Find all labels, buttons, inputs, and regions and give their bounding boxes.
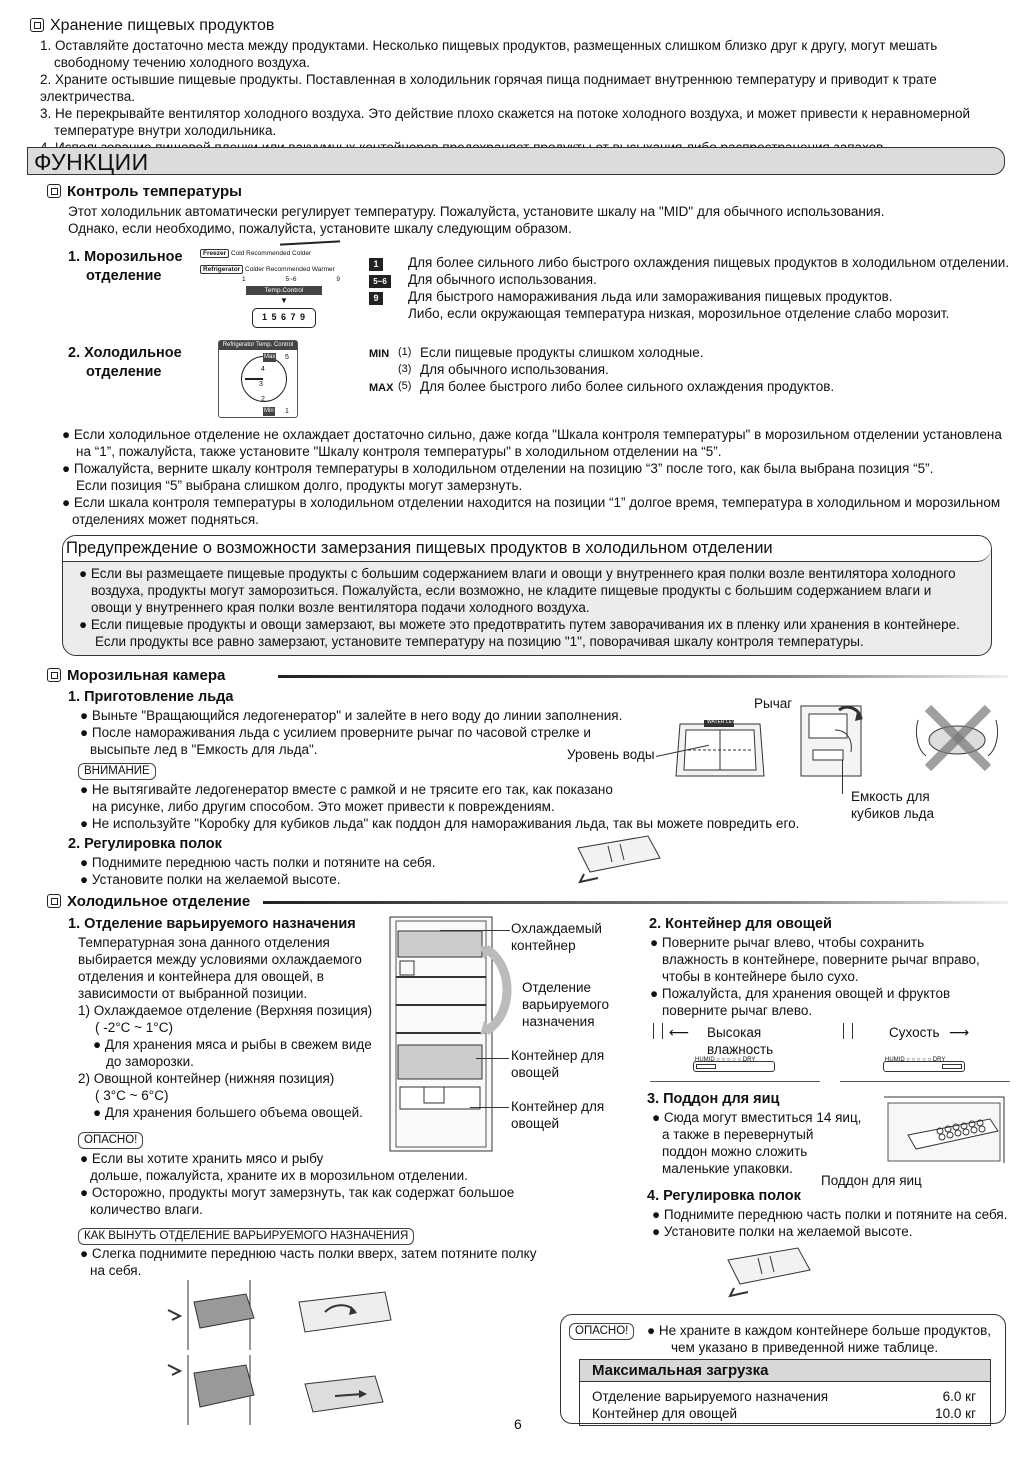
fig-label-line: овощей (511, 1116, 560, 1131)
row-text: Если пищевые продукты слишком холодные. (420, 345, 704, 360)
fridge-rows (369, 344, 969, 395)
dial-num: 1 (285, 408, 289, 415)
max-load-title: Максимальная загрузка (580, 1360, 991, 1382)
danger-badge: ОПАСНО! (569, 1323, 634, 1340)
freezer-cam-title: Морозильная камера (67, 667, 226, 684)
fridge-dial-figure (218, 340, 298, 418)
removal-figure-3 (160, 1355, 260, 1425)
key-badge: 9 (369, 292, 383, 305)
danger-lines (80, 1150, 560, 1218)
var-lines (78, 934, 388, 1121)
var-line: зависимости от выбранной позиции. (78, 986, 308, 1001)
freezer-label-line: отделение (86, 268, 162, 284)
dial-text: Recommended (266, 266, 311, 273)
freezer-shelf-figure (568, 828, 664, 888)
fridge-heading (47, 893, 250, 910)
fig-label-line: овощей (511, 1065, 560, 1080)
warning-body (63, 562, 991, 650)
var-line: отделения и контейнера для овощей, в (78, 969, 324, 984)
dial-max: Max (264, 354, 276, 360)
pointer-down-icon: ▼ (280, 296, 288, 305)
caution-badge: ВНИМАНИЕ (78, 763, 156, 780)
caution-line: ● Не используйте "Коробку для кубиков льда" как поддон для намораживания льда, так вы можете повредить его. (80, 816, 800, 831)
section-rule (278, 675, 1008, 678)
bullet-line: отделениях может подняться. (72, 512, 259, 527)
freezer-row (369, 271, 1014, 288)
ice-tray-illustration (672, 716, 768, 786)
row-num: (1) (398, 346, 412, 358)
fridge-label-line: отделение (86, 364, 162, 380)
caution-label (78, 761, 156, 780)
ice-line: ● Выньте "Вращающийся ледогенератор" и залейте в него воду до линии заполнения. (80, 708, 623, 723)
max-load-box (560, 1314, 1006, 1424)
storage-heading (30, 17, 274, 34)
list-item: 1. Оставляйте достаточно места между продуктами. Несколько пищевых продуктов, размещенных слишком близко друг к другу, могут мешать (40, 38, 938, 53)
leader-line (470, 1107, 509, 1108)
fig-label-line: назначения (522, 1014, 595, 1029)
howto-lines (80, 1245, 550, 1279)
key-badge: 1 (369, 258, 383, 271)
veg-line: чтобы в контейнере было сухо. (662, 969, 859, 984)
storage-title: Хранение пищевых продуктов (50, 17, 275, 34)
table-cell: 10.0 кг (935, 1406, 976, 1421)
dial-row-3 (242, 275, 340, 284)
dial-num: 4 (261, 366, 265, 373)
fig-label-line: Контейнер для (511, 1048, 605, 1063)
freezer-shelf-title: 2. Регулировка полок (68, 836, 222, 852)
dial-text: Recommended (246, 250, 291, 257)
fig-label-line: Отделение (522, 980, 592, 995)
dial-min: Min (264, 408, 274, 414)
table-cell: 6.0 кг (942, 1389, 976, 1404)
fridge-shelf-figure (718, 1240, 814, 1300)
fridge-row (369, 344, 969, 361)
dial-num: 3 (259, 381, 263, 388)
howto-line: на себя. (90, 1263, 142, 1278)
veg-line: ● Пожалуйста, для хранения овощей и фруктов (650, 986, 951, 1001)
ice-box-line: кубиков льда (851, 806, 935, 821)
row-mark: MIN (369, 348, 390, 360)
storage-section (30, 17, 274, 34)
howto-line: ● Слегка поднимите переднюю часть полки вверх, затем потяните полку (80, 1246, 537, 1261)
freeze-warning-box (62, 535, 992, 656)
lever-illustration (795, 700, 873, 780)
arrow-left-icon: ⟵ (669, 1024, 690, 1040)
danger-line: количество влаги. (90, 1202, 203, 1217)
danger-label (78, 1130, 143, 1149)
row-num: (3) (398, 363, 412, 375)
var-line: ( 3°C ~ 6°C) (95, 1088, 169, 1103)
slider-handle (942, 1064, 962, 1069)
dial-tag: Freezer (200, 249, 229, 258)
bullet-line: Если позиция “5” выбрана слишком долго, продукты могут замерзнуть. (76, 478, 523, 493)
dial-text: Cold (230, 250, 245, 257)
dial-tag: Refrigerator (200, 265, 243, 274)
veg-lines (650, 934, 1020, 1019)
egg-line: поддон можно сложить (662, 1144, 808, 1159)
list-item: свободному течению холодного воздуха. (54, 55, 311, 70)
veg-line: ● Поверните рычаг влево, чтобы сохранить (650, 935, 925, 950)
arrow-right-icon: ⟶ (949, 1024, 970, 1040)
ice-box-label (851, 788, 934, 822)
freezer-shelf-lines (80, 854, 435, 888)
caution-lines (80, 781, 820, 832)
leader-line (842, 760, 843, 794)
lever-label: Рычаг (754, 696, 793, 711)
slider-handle (696, 1064, 716, 1069)
egg-line: маленькие упаковки. (662, 1161, 793, 1176)
egg-line: а также в перевернутый (662, 1127, 814, 1142)
leader-line (440, 930, 510, 931)
dial-text: 5~6 (285, 276, 297, 283)
dial-row-1 (200, 249, 311, 258)
fridge-shelf-lines (652, 1206, 1007, 1240)
egg-title: 3. Поддон для яиц (647, 1091, 780, 1107)
shelf-line: ● Поднимите переднюю часть полки и потяните на себя. (80, 855, 436, 870)
howto-badge: КАК ВЫНУТЬ ОТДЕЛЕНИЕ ВАРЬИРУЕМОГО НАЗНАЧЕНИЯ (78, 1228, 414, 1245)
warning-line: ● Если пищевые продукты и овощи замерзают, вы можете это предотвратить путем заворачивания их в пленку или хранения в контейнере. (79, 617, 960, 632)
checkbox-icon (47, 668, 61, 682)
lever-figure (795, 700, 873, 780)
var-line: ● Для хранения мяса и рыбы в свежем виде (93, 1037, 372, 1052)
max-load-note: чем указано в приведенной ниже таблице. (671, 1340, 939, 1355)
var-line: Температурная зона данного отделения (78, 935, 330, 950)
egg-tray-label: Поддон для яиц (821, 1173, 922, 1188)
fridge-label (68, 344, 182, 382)
freezer-row (369, 254, 1014, 271)
dial-digits: 1 5 6 7 9 (252, 308, 316, 328)
var-line: ● Для хранения большего объема овощей. (93, 1105, 363, 1120)
leader-line (476, 1058, 509, 1059)
fig-veg1-label (511, 1047, 604, 1081)
row-text: Для обычного использования. (408, 272, 597, 287)
row-text: Для быстрого намораживания льда или замораживания пищевых продуктов. (408, 289, 893, 304)
humidity-slider (693, 1061, 775, 1072)
row-text: Для более сильного либо быстрого охлаждения пищевых продуктов в холодильном отделении. (408, 255, 1010, 270)
var-line: 2) Овощной контейнер (нижняя позиция) (78, 1071, 335, 1086)
fridge-row (369, 361, 969, 378)
veg-line: поверните рычаг влево. (662, 1003, 813, 1018)
fig-veg2-label (511, 1098, 604, 1132)
max-load-table (579, 1359, 991, 1426)
veg-line: влажность в контейнере, поверните рычаг вправо, (662, 952, 980, 967)
temp-bullets (62, 426, 1012, 528)
fridge-title: Холодильное отделение (67, 893, 251, 910)
humidity-slider-label: HUMID ○ ○ ○ ○ ○ DRY (885, 1057, 946, 1063)
high-humidity-label: Высокая влажность (707, 1025, 774, 1057)
row-text: Для более быстрого либо более сильного охлаждения продуктов. (420, 379, 835, 394)
egg-tray-figure (880, 1095, 1008, 1165)
checkbox-icon (47, 894, 61, 908)
section-rule (263, 901, 1008, 904)
fig-label-line: варьируемого (522, 997, 609, 1012)
fig-label-line: Контейнер для (511, 1099, 605, 1114)
table-cell: Контейнер для овощей (592, 1406, 737, 1421)
no-shake-figure (910, 690, 1005, 780)
dial-num: 2 (261, 396, 265, 403)
freezer-extra: Либо, если окружающая температура низкая, морозильное отделение слабо морозит. (408, 306, 950, 321)
freezer-row (369, 288, 1014, 305)
humidity-slider (883, 1061, 965, 1072)
danger-line: ● Осторожно, продукты могут замерзнуть, так как содержат большое (80, 1185, 515, 1200)
row-text: Для обычного использования. (420, 362, 609, 377)
caution-line: ● Не вытягивайте ледогенератор вместе с рамкой и не трясите его так, как показано (80, 782, 613, 797)
key-badge: 5~6 (369, 275, 391, 288)
danger-badge: ОПАСНО! (78, 1132, 143, 1149)
ice-tray-figure (672, 716, 768, 786)
dial-text: Warmer (311, 266, 335, 273)
row-num: (5) (398, 380, 412, 392)
shelf-line: ● Установите полки на желаемой высоте. (652, 1224, 913, 1239)
removal-figure-2 (295, 1282, 395, 1340)
temp-intro-1: Этот холодильник автоматически регулирует температуру. Пожалуйста, установите шкалу на "MID" для обычного использования. (68, 204, 885, 219)
bullet-line: ● Пожалуйста, верните шкалу контроля температуры в холодильном отделении на позицию “3” после того, как была выбрана позиция “5”. (62, 461, 934, 476)
shelf-line: ● Поднимите переднюю часть полки и потяните на себя. (652, 1207, 1008, 1222)
shelf-line: ● Установите полки на желаемой высоте. (80, 872, 341, 887)
ice-title: 1. Приготовление льда (68, 689, 234, 705)
warning-line: Если продукты все равно замерзают, установите температуру на позицию "1", поворачивая шкалу контроля температуры. (95, 634, 864, 649)
temp-intro-2: Однако, если необходимо, пожалуйста, установите шкалу следующим образом. (68, 221, 572, 236)
freezer-label-line: 1. Морозильное (68, 249, 183, 265)
dial-text: 1 (242, 276, 246, 283)
table-cell: Отделение варьируемого назначения (592, 1389, 829, 1404)
egg-lines (652, 1109, 882, 1177)
ice-line: ● После намораживания льда с усилием проверните рычаг по часовой стрелке и (80, 725, 591, 740)
bullet-line: ● Если холодильное отделение не охлаждает достаточно сильно, даже когда "Шкала контроля температуры" в морозильном отделении установлена (62, 427, 1002, 442)
var-line: выбирается между условиями охлаждаемого (78, 952, 362, 967)
bullet-line: на “1”, пожалуйста, также установите "Шкалу контроля температуры" в холодильном отделении на “5”. (76, 444, 722, 459)
dial-text: Colder (292, 250, 312, 257)
scale-bars-icon (280, 240, 340, 247)
egg-line: ● Сюда могут вместиться 14 яиц, (652, 1110, 862, 1125)
freezer-rows (369, 254, 1014, 322)
shelf-illustration (568, 828, 664, 888)
howto-label (78, 1226, 414, 1245)
ice-lines (80, 707, 640, 758)
fig-label-line: контейнер (511, 938, 576, 953)
list-item: температуре внутри холодильника. (54, 123, 277, 138)
warning-line: воздуха, продукты могут заморозиться. Пожалуйста, если возможно, не кладите пищевые продукты с большим содержанием влаги и (91, 583, 932, 598)
dial-row-2 (200, 265, 335, 274)
humidity-dry-figure (843, 1021, 1013, 1083)
dial-caption: Refrigerator Temp. Control (219, 341, 297, 350)
ice-box-line: Емкость для (851, 789, 930, 804)
freezer-cam-heading (47, 667, 225, 684)
table-row (580, 1405, 991, 1426)
humidity-high-figure (653, 1021, 823, 1083)
checkbox-icon (47, 184, 61, 198)
dry-label: Сухость (889, 1025, 940, 1040)
page-number: 6 (514, 1416, 522, 1432)
temp-title: Контроль температуры (67, 183, 242, 200)
list-item: 3. Не перекрывайте вентилятор холодного воздуха. Это действие плохо скажется на потоке холодного воздуха, и может привести к неравномерной (40, 106, 971, 121)
functions-header (27, 147, 1005, 175)
bullet-line: ● Если шкала контроля температуры в холодильном отделении находится на позиции “1” долгое время, температура в холодильном и морозильном (62, 495, 1001, 510)
danger-line: ● Если вы хотите хранить мясо и рыбу (80, 1151, 324, 1166)
fridge-label-line: 2. Холодильное (68, 345, 182, 361)
var-title: 1. Отделение варьируемого назначения (68, 916, 356, 932)
functions-title: ФУНКЦИИ (34, 149, 149, 175)
warning-line: ● Если вы размещаете пищевые продукты с большим содержанием влаги и овощи у внутреннего края полки возле вентилятора холодного (79, 566, 956, 581)
row-mark: MAX (369, 382, 394, 394)
warning-line: овощи у внутреннего края полки возле вентилятора подачи холодного воздуха. (91, 600, 590, 615)
veg-title: 2. Контейнер для овощей (649, 916, 832, 932)
fig-label-line: Охлаждаемый (511, 921, 602, 936)
fig-var-label (522, 979, 609, 1030)
removal-figure-1 (160, 1280, 260, 1350)
list-item: 2. Храните остывшие пищевые продукты. Поставленная в холодильник горячая пища поднимает внутреннюю температуру и приводит к трате электричества. (40, 72, 937, 104)
table-row (580, 1382, 991, 1406)
max-load-note: ● Не храните в каждом контейнере больше продуктов, (647, 1323, 991, 1338)
fridge-row (369, 378, 969, 395)
warning-title: Предупреждение о возможности замерзания пищевых продуктов в холодильном отделении (63, 536, 991, 562)
checkbox-icon (30, 18, 44, 32)
storage-list (40, 37, 1010, 156)
var-line: 1) Охлаждаемое отделение (Верхняя позиция) (78, 1003, 373, 1018)
dial-num: 5 (285, 354, 289, 361)
humidity-slider-label: HUMID ○ ○ ○ ○ ○ DRY (695, 1057, 756, 1063)
freezer-label (68, 248, 183, 286)
prohibited-illustration (910, 690, 1005, 780)
fig-chilled-label (511, 920, 602, 954)
dial-text: 9 (336, 276, 340, 283)
rotate-arrow-icon (478, 945, 518, 1035)
dial-caption: Temp.Control (246, 286, 322, 295)
caution-line: на рисунке, либо другим способом. Это может привести к повреждениям. (92, 799, 555, 814)
freezer-dial-figure (200, 242, 342, 334)
removal-figure-4 (295, 1368, 395, 1418)
var-line: до заморозки. (106, 1054, 194, 1069)
water-level-label: Уровень воды (567, 747, 655, 762)
water-level-tag: WATER LEVEL (707, 719, 742, 725)
dial-text: Colder (245, 266, 265, 273)
temp-heading (47, 183, 242, 200)
var-line: ( -2°C ~ 1°C) (95, 1020, 173, 1035)
ice-line: высыпьте лед в "Емкость для льда". (90, 742, 318, 757)
danger-line: дольше, пожалуйста, храните их в морозильном отделении. (90, 1168, 468, 1183)
fridge-shelf-title: 4. Регулировка полок (647, 1188, 801, 1204)
